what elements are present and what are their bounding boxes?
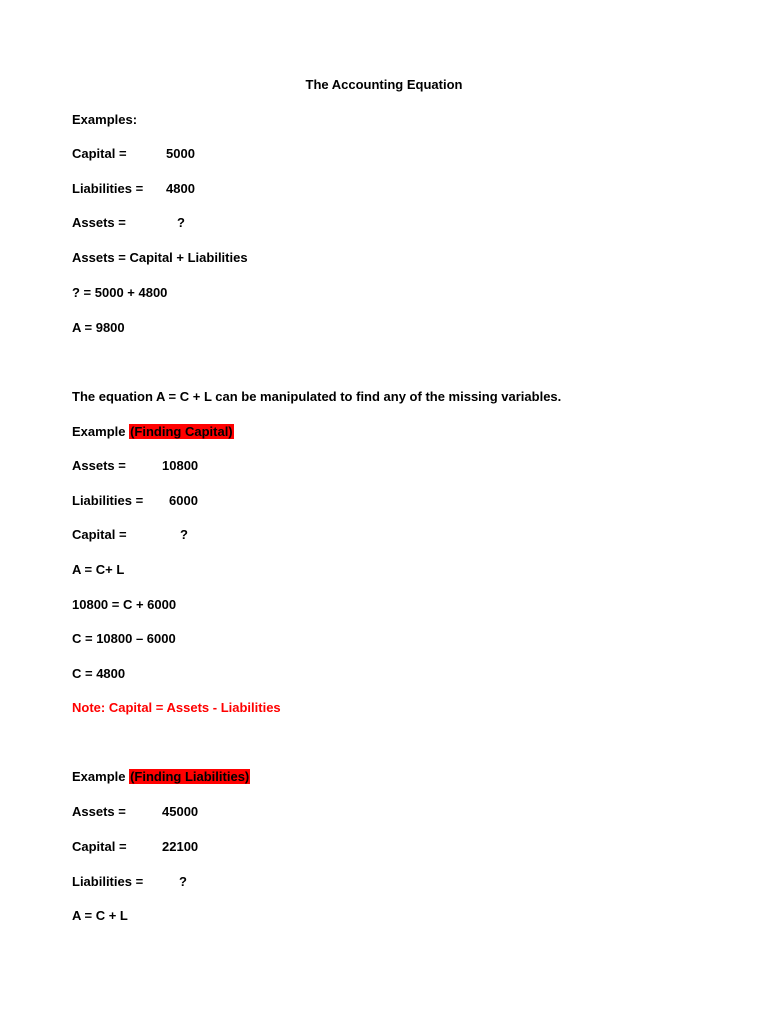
- example-heading-prefix: Example: [72, 769, 130, 784]
- equation-step: Assets = Capital + Liabilities: [72, 250, 248, 265]
- capital-note: Note: Capital = Assets - Liabilities: [72, 700, 281, 715]
- equation-step: 10800 = C + 6000: [72, 597, 177, 612]
- liabilities-value: 6000: [169, 493, 198, 508]
- example-heading-liabilities: [72, 769, 250, 785]
- example-heading-capital: [72, 424, 234, 440]
- capital-value: ?: [180, 527, 188, 542]
- intro-paragraph: The equation A = C + L can be manipulated to find any of the missing variables.: [72, 389, 562, 404]
- capital-label: Capital =: [72, 146, 127, 161]
- capital-value: 5000: [166, 146, 195, 161]
- equation-result: A = 9800: [72, 320, 125, 335]
- assets-label: Assets =: [72, 215, 126, 230]
- equation-step: A = C + L: [72, 908, 128, 923]
- liabilities-label: Liabilities =: [72, 181, 144, 196]
- equation-result: C = 4800: [72, 666, 126, 681]
- liabilities-label: Liabilities =: [72, 493, 144, 508]
- equation-step: A = C+ L: [72, 562, 125, 577]
- assets-value: ?: [177, 215, 185, 230]
- equation-step: C = 10800 – 6000: [72, 631, 176, 646]
- highlight-finding-capital: (Finding Capital): [130, 424, 233, 439]
- assets-value: 10800: [162, 458, 199, 473]
- capital-value: 22100: [162, 839, 199, 854]
- document-title: The Accounting Equation: [305, 77, 463, 92]
- liabilities-value: ?: [179, 874, 187, 889]
- assets-label: Assets =: [72, 804, 126, 819]
- examples-heading: Examples:: [72, 112, 138, 127]
- highlight-finding-liabilities: (Finding Liabilities): [130, 769, 250, 784]
- liabilities-label: Liabilities =: [72, 874, 144, 889]
- capital-label: Capital =: [72, 527, 127, 542]
- equation-step: ? = 5000 + 4800: [72, 285, 168, 300]
- assets-label: Assets =: [72, 458, 126, 473]
- capital-label: Capital =: [72, 839, 127, 854]
- liabilities-value: 4800: [166, 181, 195, 196]
- example-heading-prefix: Example: [72, 424, 130, 439]
- assets-value: 45000: [162, 804, 199, 819]
